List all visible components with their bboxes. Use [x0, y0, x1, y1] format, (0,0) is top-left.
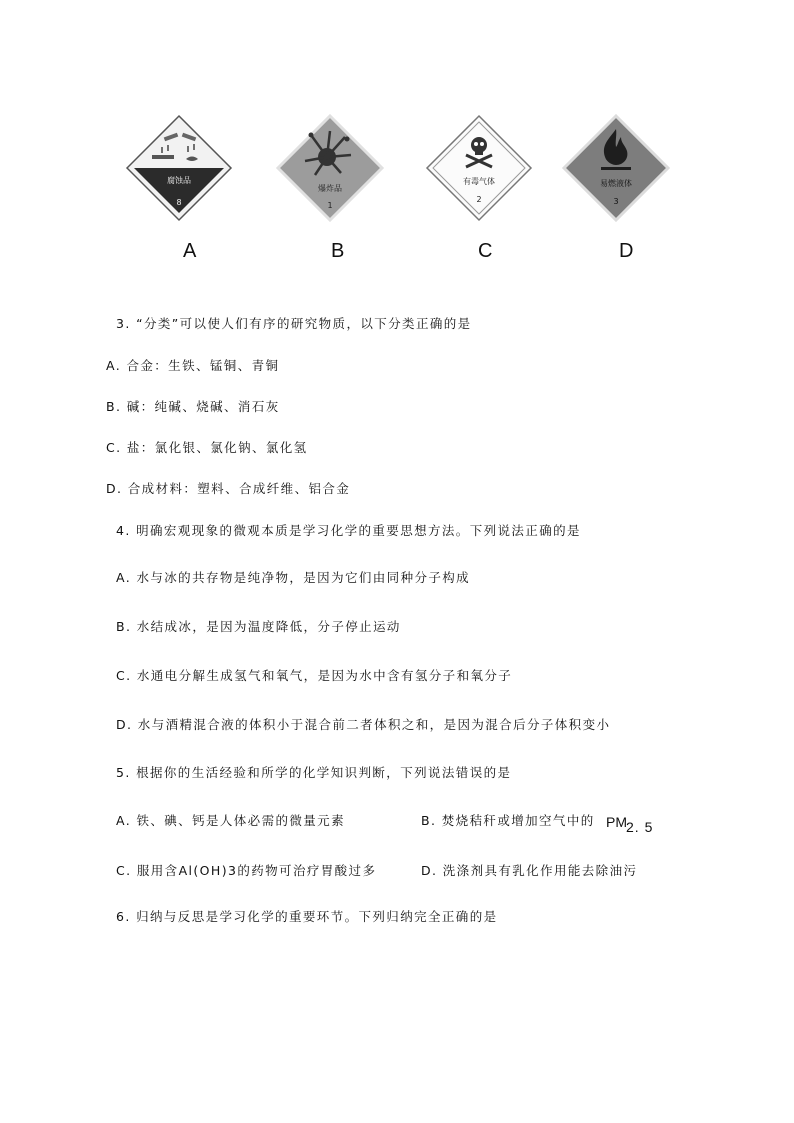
question-6-stem: 6. 归纳与反思是学习化学的重要环节。下列归纳完全正确的是 [116, 909, 498, 924]
question-4-stem: 4. 明确宏观现象的微观本质是学习化学的重要思想方法。下列说法正确的是 [116, 523, 581, 538]
skull-crossbones-icon [424, 113, 534, 223]
sign-number: 2 [476, 195, 482, 204]
sign-letter-c: C [478, 240, 493, 262]
question-3-option-a: A. 合金：生铁、锰铜、青铜 [106, 358, 280, 373]
sign-label: 有毒气体 [463, 177, 495, 186]
question-5-option-a: A. 铁、碘、钙是人体必需的微量元素 [116, 813, 345, 828]
sign-flammable-liquid [561, 113, 671, 223]
sign-label: 易燃液体 [600, 179, 632, 188]
question-4-option-b: B. 水结成冰，是因为温度降低，分子停止运动 [116, 619, 401, 634]
question-5-option-b: B. 焚烧秸秆或增加空气中的 [421, 813, 595, 828]
question-5-option-c: C. 服用含Al(OH)3的药物可治疗胃酸过多 [116, 863, 377, 878]
sign-corrosive [124, 113, 234, 223]
flame-icon [561, 113, 671, 223]
pm-value: 2. 5 [626, 819, 654, 835]
corrosive-icon [124, 113, 234, 223]
explosive-icon [275, 113, 385, 223]
sign-label: 爆炸品 [318, 184, 342, 193]
question-5-option-d: D. 洗涤剂具有乳化作用能去除油污 [421, 863, 638, 878]
question-3-option-c: C. 盐：氯化银、氯化钠、氯化氢 [106, 440, 308, 455]
sign-explosive [275, 113, 385, 223]
sign-toxic-gas [424, 113, 534, 223]
question-5-stem: 5. 根据你的生活经验和所学的化学知识判断，下列说法错误的是 [116, 765, 512, 780]
pm-label: PM [606, 814, 627, 830]
question-4-option-d: D. 水与酒精混合液的体积小于混合前二者体积之和，是因为混合后分子体积变小 [116, 717, 611, 732]
sign-label: 腐蚀品 [167, 176, 191, 185]
question-3-stem: 3. “分类”可以使人们有序的研究物质，以下分类正确的是 [116, 316, 472, 331]
question-4-option-c: C. 水通电分解生成氢气和氧气，是因为水中含有氢分子和氧分子 [116, 668, 513, 683]
sign-letter-b: B [331, 240, 345, 262]
sign-number: 8 [176, 198, 182, 207]
sign-number: 3 [613, 197, 619, 206]
sign-letter-d: D [619, 240, 634, 262]
question-3-option-b: B. 碱：纯碱、烧碱、消石灰 [106, 399, 280, 414]
question-3-option-d: D. 合成材料：塑料、合成纤维、铝合金 [106, 481, 351, 496]
sign-number: 1 [327, 201, 333, 210]
sign-letter-a: A [183, 240, 197, 262]
question-4-option-a: A. 水与冰的共存物是纯净物，是因为它们由同种分子构成 [116, 570, 471, 585]
